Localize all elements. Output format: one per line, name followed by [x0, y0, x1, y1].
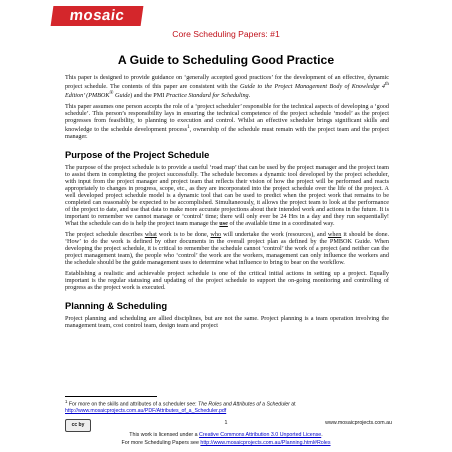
section-heading-planning: Planning & Scheduling: [65, 299, 168, 311]
document-body: [65, 74, 389, 332]
series-title: Core Scheduling Papers: #1: [172, 29, 280, 39]
purpose-paragraph-3: Establishing a realistic and achievable project schedule is one of the critical initial actions in setting up a project. Equally important is the regular statusing and updating of the project schedule to support the on-going monitoring and controlling of progress as the project work is executed.: [65, 269, 389, 291]
licence-notice: This work is licensed under a Creative Commons Attribution 3.0 Unported License. For more Scheduling Papers see http://www.mosaicprojects.com.au/Planning.html#Roles: [121, 432, 331, 446]
footer-site: www.mosaicprojects.com.au: [325, 420, 392, 426]
intro-paragraph-1: This paper is designed to provide guidance on ‘generally accepted good practices’ for the development of an effective, dynamic project schedule. The contents of this paper are consistent with the Guide to the Project Management Body of Knowledge 4th Edition’ (PMBOK® Guide) and the PMI Practice Standard for Scheduling.: [65, 74, 389, 100]
footnote-link[interactable]: http://www.mosaicprojects.com.au/PDF/Attributes_of_a_Scheduler.pdf: [65, 408, 227, 415]
section-heading-purpose: Purpose of the Project Schedule: [65, 149, 210, 161]
page-title: A Guide to Scheduling Good Practice: [117, 53, 335, 67]
licence-link[interactable]: Creative Commons Attribution 3.0 Unported License: [199, 432, 322, 438]
mosaic-logo: mosaic: [51, 6, 144, 26]
footnote-divider: [65, 396, 157, 397]
intro-paragraph-2: This paper assumes one person accepts the role of a ‘project scheduler’ responsible for the technical aspects of developing a ‘good schedule’. This person’s responsibility lays in ensuring the technical competence of the project schedule ‘model’ as the project progresses from feasibility, to planning to execution and control. Whilst an effective scheduler brings significant skills and knowledge to the schedule development process$^1$, ownership of the schedule must remain with the project team and the project manager.: [65, 102, 389, 141]
footnote-marker[interactable]: 1: [187, 123, 190, 130]
more-papers-link[interactable]: http://www.mosaicprojects.com.au/Planning.html#Roles: [200, 440, 331, 446]
purpose-paragraph-2: The project schedule describes what work is to be done, who will undertake the work (resources), and when it should be done. ‘How’ to do the work is defined by other documents in the overall project plan as defined by the PMBOK Guide. When developing the project schedule, it is critical to remember the schedule cannot ‘control’ the work of a project (and neither can the project management team), the people who ‘control’ the work are the workers, management can only influence the workers and the schedule should be the guide management uses to determine what influence to bring to bear on the workflow.: [65, 230, 390, 267]
creative-commons-icon[interactable]: cc by: [65, 419, 91, 432]
purpose-paragraph-1: The purpose of the project schedule is to provide a useful ‘road map’ that can be used by the project manager and the project team to assist them in completing the project successfully. The schedule becomes a dynamic tool developed by the project scheduler, with input from the project manager and project team that reflects their vision of how the project will be performed and reacts appropriately to changes in progress, scope, etc., as they are incorporated into the project schedule over the life of the project. A well developed project schedule model is a dynamic tool that can be used to predict when the project work that remains to be completed can reasonably be expected to be accomplished. Simultaneously, it allows the project team to look at the performance of the project to date, and use that data to make more accurate projections about their intended work and actions in the future. It is important to remember we cannot manage or ‘control’ time; there will only ever be 24 Hrs in a day and they run sequentially! What the schedule can do is help the project team manage the use of the available time in a coordinated way.: [65, 164, 389, 228]
planning-paragraph-1: Project planning and scheduling are allied disciplines, but are not the same. Project planning is a team operation involving the management team, cost control team, design team and project: [65, 314, 389, 329]
footnote: $^1$ For more on the skills and attributes of a scheduler see: The Roles and Attributes of a Scheduler at http://www.mosaicprojects.com.au/PDF/Attributes_of_a_Scheduler.pdf: [65, 399, 296, 415]
page-number: 1: [224, 420, 228, 426]
